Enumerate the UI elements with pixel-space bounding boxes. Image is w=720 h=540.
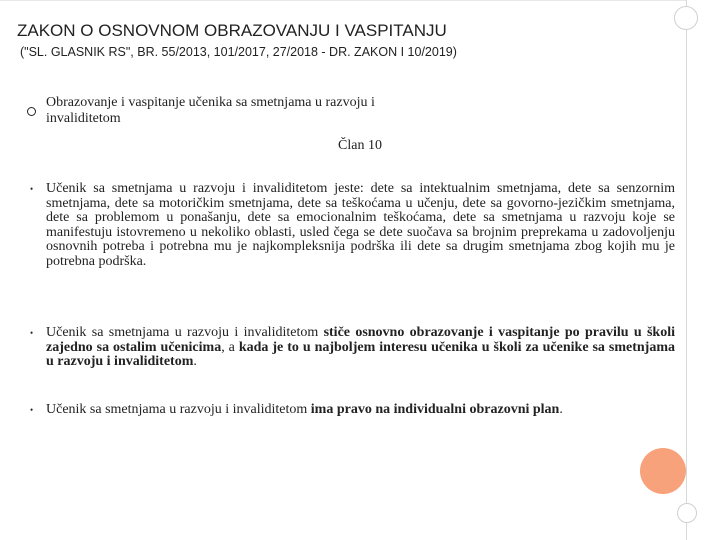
frame-vertical-line [686, 0, 687, 540]
bullet-2-end: . [193, 354, 197, 369]
bullet-2-plain: Učenik sa smetnjama u razvoju i invaliditetom [46, 325, 324, 340]
intro-text: Obrazovanje i vaspitanje učenika sa smetnjama u razvoju i invaliditetom [46, 95, 375, 126]
article-heading: Član 10 [338, 138, 382, 153]
decorative-circle-top [674, 6, 698, 30]
decorative-circle-bottom [677, 503, 697, 523]
slide-subtitle: ("SL. GLASNIK RS", BR. 55/2013, 101/2017, 27/2018 - DR. ZAKON I 10/2019) [20, 45, 457, 59]
slide-title: ZAKON O OSNOVNOM OBRAZOVANJU I VASPITANJU [17, 21, 447, 40]
bullet-text-1: Učenik sa smetnjama u razvoju i invaliditetom jeste: dete sa intektualnim smetnjama, dete sa senzornim smetnjama, dete sa motoričkim smetnjama, dete sa teškoćama u učenju, dete sa govorno-jezičkim smetnjama, dete sa problemom u ponašanju, dete sa emocionalnim teškoćama, dete sa smetnjama u razvoju koje se manifestuju istovremeno u nekoliko oblasti, usled čega se dete suočava sa brojnim preprekama u zadovoljenju osnovnih potreba i potrebna mu je najkompleksnija podrška ili dete sa drugim smetnjama zbog kojih mu je potrebna podrška. [46, 181, 675, 269]
frame-top-line [0, 0, 686, 1]
bullet-text-3 [46, 403, 675, 418]
bullet-item-1 [30, 182, 675, 269]
intro-line [27, 95, 447, 127]
bullet-2-mid: , a [221, 339, 239, 355]
bullet-dot-icon: • [30, 328, 34, 338]
ring-bullet-icon [27, 107, 36, 116]
bullet-item-2 [30, 326, 675, 370]
decorative-accent-circle [640, 448, 686, 494]
bullet-3-end: . [559, 402, 563, 417]
bullet-3-plain: Učenik sa smetnjama u razvoju i invaliditetom [46, 402, 311, 417]
bullet-3-bold: ima pravo na individualni obrazovni plan [310, 402, 560, 417]
bullet-2-bold-2: kada je to u najboljem interesu učenika u školi za učenike sa smetnjama u razvoju i invaliditetom [46, 339, 675, 369]
bullet-dot-icon: • [30, 184, 34, 194]
bullet-2-bold-1: stiče osnovno obrazovanje i vaspitanje po pravilu u školi zajedno sa ostalim učenicima [46, 325, 675, 355]
bullet-dot-icon: • [30, 405, 34, 415]
bullet-item-3 [30, 403, 675, 418]
bullet-text-2 [46, 326, 675, 370]
